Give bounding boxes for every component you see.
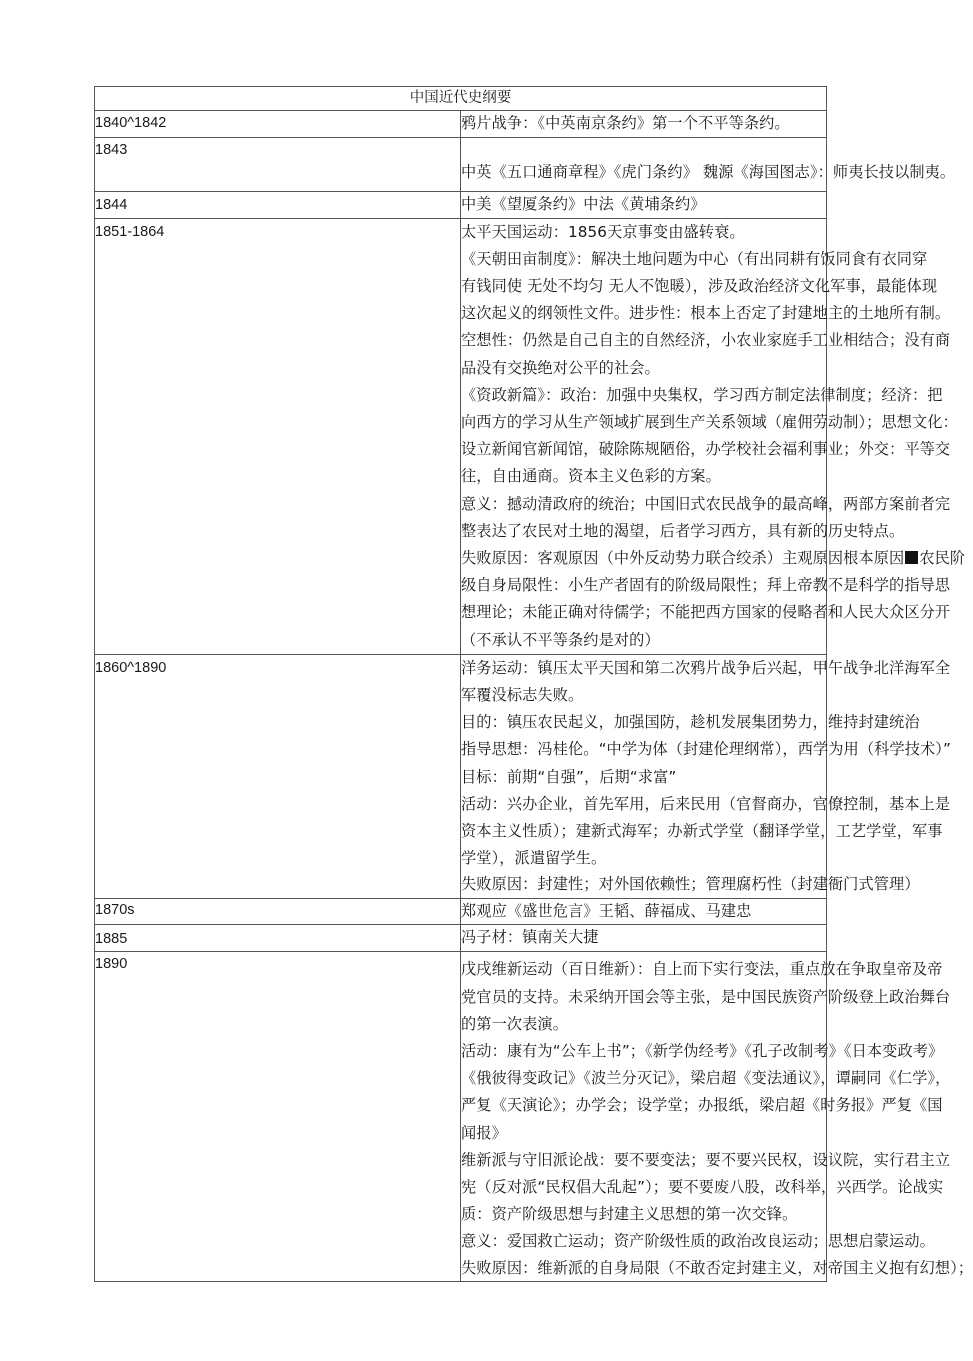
year-cell: 1860^1890 <box>95 654 461 898</box>
table-row <box>95 654 827 898</box>
content-cell <box>461 952 973 1282</box>
content-line: 严复《天演论》；办学会；设学堂；办报纸，梁启超《时务报》严复《国 <box>461 1096 943 1115</box>
content-line: 意义：撼动清政府的统治；中国旧式农民战争的最高峰，两部方案前者完 <box>461 494 951 513</box>
content-line: 党官员的支持。未采纳开国会等主张，是中国民族资产阶级登上政治舞台 <box>461 987 951 1006</box>
content-line: 空想性：仍然是自己自主的自然经济，小农业家庭手工业相结合；没有商 <box>461 331 951 350</box>
content-line <box>461 545 966 572</box>
content-line: 的第一次表演。 <box>461 1014 569 1033</box>
content-cell <box>461 137 956 191</box>
content-line: 戊戌维新运动（百日维新）：自上而下实行变法，重点放在争取皇帝及帝 <box>461 960 943 979</box>
year-cell: 1843 <box>95 137 461 191</box>
year-cell: 1885 <box>95 925 461 952</box>
content-line: 宪（反对派“民权倡大乱起”）；要不要废八股，改科举，兴西学。论战实 <box>461 1178 944 1196</box>
year-cell: 1851-1864 <box>95 218 461 654</box>
content-text: 失败原因：客观原因（中外反动势力联合绞杀）主观原因根本原因 <box>461 548 905 567</box>
content-line: 冯子材：镇南关大捷 <box>461 928 599 947</box>
content-line: 洋务运动：镇压太平天国和第二次鸦片战争后兴起，甲午战争北洋海军全 <box>461 658 951 677</box>
content-line: 中美《望厦条约》中法《黄埔条约》 <box>461 194 706 213</box>
content-cell <box>461 925 827 952</box>
content-line: 鸦片战争：《中英南京条约》第一个不平等条约。 <box>461 114 790 132</box>
content-line: 设立新闻官新闻馆，破除陈规陋俗，办学校社会福利事业；外交：平等交 <box>461 440 951 459</box>
table-row <box>95 191 827 218</box>
history-table <box>94 86 973 1282</box>
content-line: 目的：镇压农民起义，加强国防，趁机发展集团势力，维持封建统治 <box>461 713 920 732</box>
year-cell: 1890 <box>95 952 461 1282</box>
content-text: 农民阶 <box>919 548 966 567</box>
table-row <box>95 952 827 1282</box>
content-line: 品没有交换绝对公平的社会。 <box>461 358 660 377</box>
content-line: 指导思想：冯桂伦。“中学为体（封建伦理纲常），西学为用（科学技术）” <box>461 740 951 759</box>
content-line: 郑观应《盛世危言》王韬、薛福成、马建忠 <box>461 901 752 920</box>
content-line: 资本主义性质）；建新式海军；办新式学堂（翻译学堂，工艺学堂，军事 <box>461 821 943 840</box>
content-cell <box>461 654 951 898</box>
content-line: 《资政新篇》：政治：加强中央集权，学习西方制定法律制度；经济：把 <box>461 385 943 404</box>
content-line: 《天朝田亩制度》：解决土地问题为中心（有出同耕有饭同食有衣同穿 <box>461 249 928 268</box>
content-cell <box>461 191 827 218</box>
content-line: （不承认不平等条约是对的） <box>461 630 660 649</box>
content-line: 军覆没标志失败。 <box>461 685 584 704</box>
table-row <box>95 137 827 191</box>
content-line: 想理论；未能正确对待儒学；不能把西方国家的侵略者和人民大众区分开 <box>461 603 951 622</box>
content-line: 往，自由通商。资本主义色彩的方案。 <box>461 467 721 486</box>
content-cell <box>461 898 827 925</box>
document-title: 中国近代史纲要 <box>95 87 827 111</box>
content-line: 向西方的学习从生产领域扩展到生产关系领域（雇佣劳动制）；思想文化： <box>461 412 958 431</box>
content-line: 有钱同使 无处不均匀 无人不饱暖），涉及政治经济文化军事，最能体现 <box>461 276 938 295</box>
content-line: 活动：兴办企业，首先军用，后来民用（官督商办，官僚控制，基本上是 <box>461 794 951 813</box>
content-line: 维新派与守旧派论战：要不要变法；要不要兴民权，设议院，实行君主立 <box>461 1150 951 1169</box>
content-line: 整表达了农民对土地的渴望，后者学习西方，具有新的历史特点。 <box>461 521 905 540</box>
year-cell: 1840^1842 <box>95 111 461 138</box>
table-row <box>95 898 827 925</box>
content-line: 意义：爱国救亡运动；资产阶级性质的政治改良运动；思想启蒙运动。 <box>461 1232 935 1251</box>
content-cell <box>461 218 966 654</box>
content-line: 目标：前期“自强”，后期“求富” <box>461 767 677 786</box>
content-line: 活动：康有为“公车上书”；《新学伪经考》《孔子改制考》《日本变政考》 <box>461 1041 944 1060</box>
table-row <box>95 218 827 654</box>
content-line: 《俄彼得变政记》《波兰分灭记》，梁启超《变法通议》，谭嗣同《仁学》， <box>461 1069 951 1088</box>
content-line: 质：资产阶级思想与封建主义思想的第一次交锋。 <box>461 1205 798 1224</box>
table-row <box>95 925 827 952</box>
blank-space <box>461 138 826 160</box>
black-square-icon <box>905 551 918 564</box>
content-cell <box>461 111 827 138</box>
content-line: 级自身局限性：小生产者固有的阶级局限性；拜上帝教不是科学的指导思 <box>461 576 951 595</box>
year-cell: 1844 <box>95 191 461 218</box>
content-line: 中英《五口通商章程》《虎门条约》 魏源《海国图志》：师夷长技以制夷。 <box>461 162 956 181</box>
content-line: 失败原因：维新派的自身局限（不敢否定封建主义，对帝国主义抱有幻想）； <box>461 1258 973 1277</box>
content-line: 闻报》 <box>461 1123 507 1142</box>
content-line: 太平天国运动：1856天京事变由盛转衰。 <box>461 222 745 241</box>
content-line: 这次起义的纲领性文件。进步性：根本上否定了封建地主的土地所有制。 <box>461 304 951 323</box>
year-cell: 1870s <box>95 898 461 925</box>
title-row <box>95 87 827 111</box>
content-line: 学堂），派遣留学生。 <box>461 849 607 868</box>
table-row <box>95 111 827 138</box>
content-line: 失败原因：封建性；对外国依赖性；管理腐朽性（封建衙门式管理） <box>461 875 920 894</box>
